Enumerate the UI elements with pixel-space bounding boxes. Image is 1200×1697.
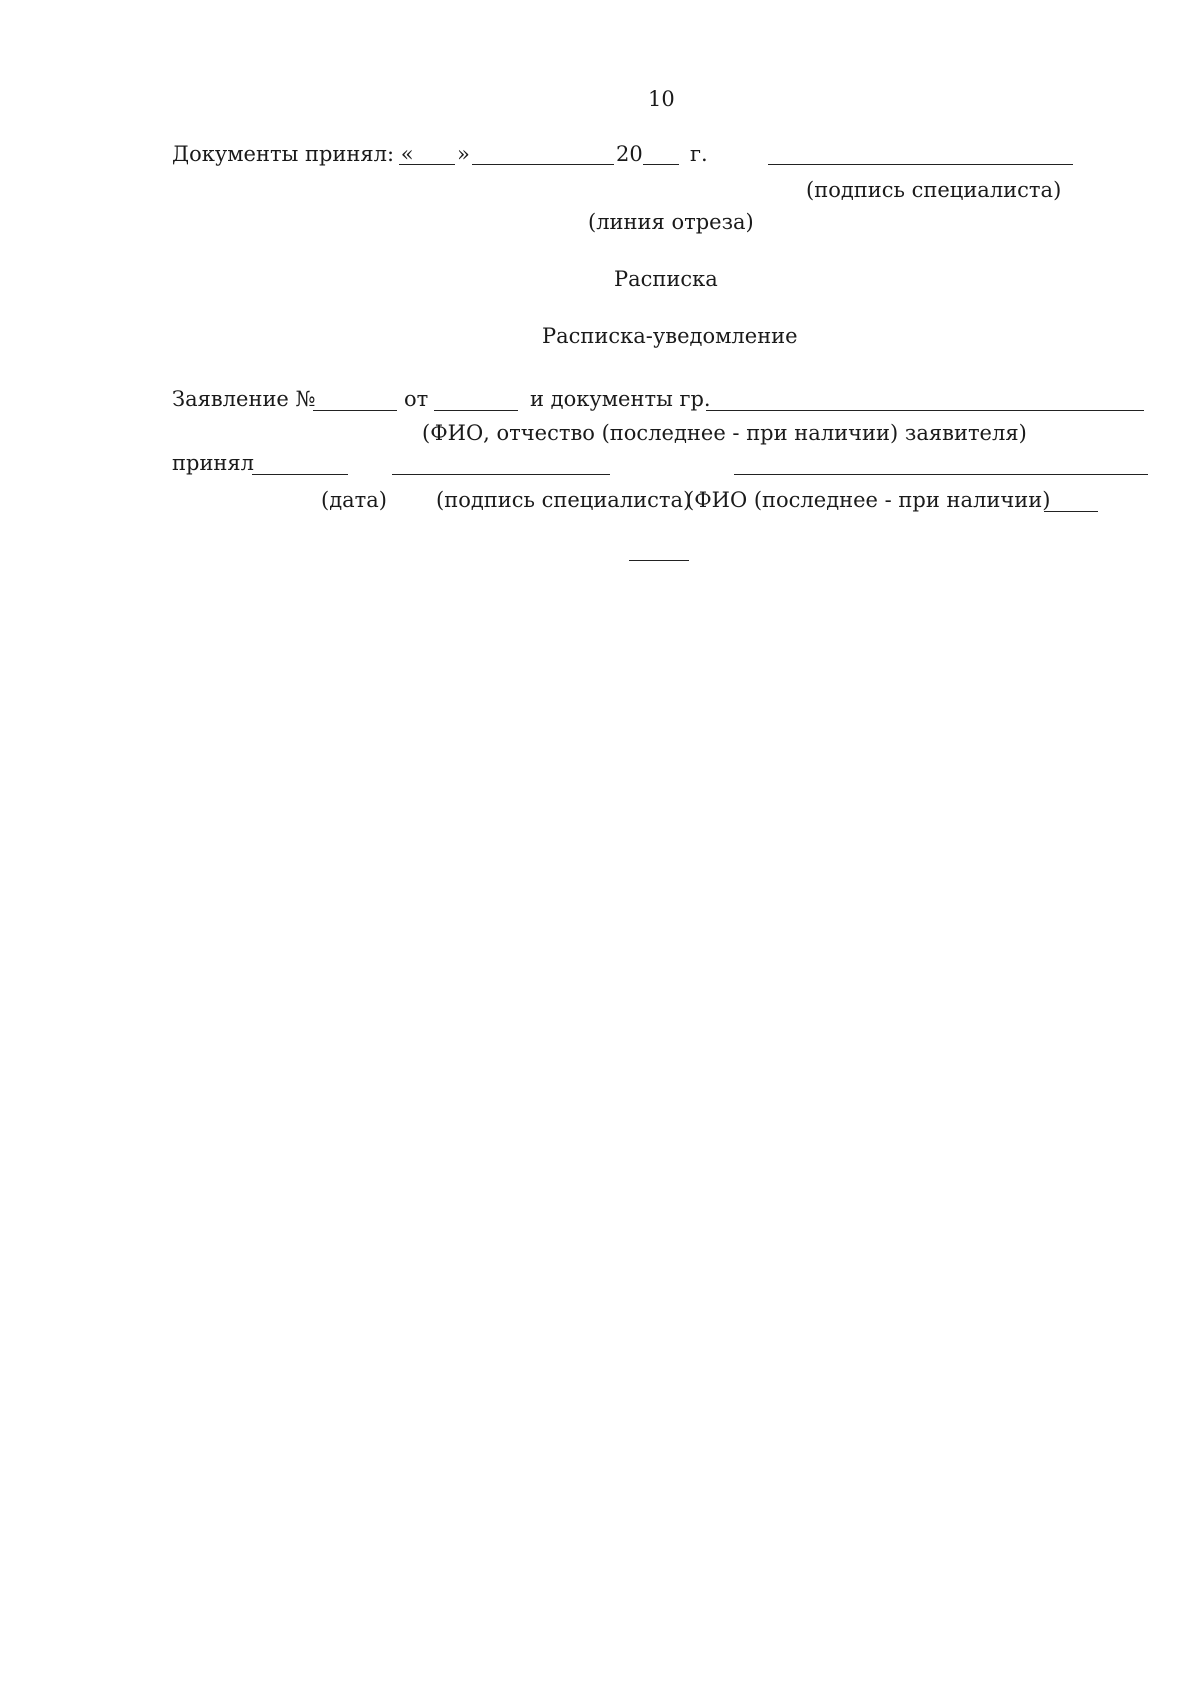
accepted-signature-caption: (подпись специалиста) bbox=[436, 488, 692, 512]
quote-close: » bbox=[457, 142, 470, 166]
accepted-name-line[interactable] bbox=[734, 474, 1148, 475]
year-suffix: г. bbox=[690, 142, 708, 166]
specialist-signature-line[interactable] bbox=[768, 164, 1073, 165]
accepted-signature-line[interactable] bbox=[392, 474, 610, 475]
accepted-date-line[interactable] bbox=[252, 474, 348, 475]
receipt-subtitle: Расписка-уведомление bbox=[542, 324, 798, 348]
application-number-label: Заявление № bbox=[172, 387, 316, 411]
page-number: 10 bbox=[648, 87, 675, 111]
documents-of-citizen-label: и документы гр. bbox=[530, 387, 711, 411]
accepted-name-tail-line bbox=[1044, 511, 1098, 512]
documents-accepted-label: Документы принял: « bbox=[172, 142, 414, 166]
cut-line-label: (линия отреза) bbox=[588, 210, 754, 234]
application-date-line[interactable] bbox=[434, 410, 518, 411]
accepted-date-caption: (дата) bbox=[321, 488, 387, 512]
year-prefix: 20 bbox=[616, 142, 643, 166]
receipt-title: Расписка bbox=[614, 267, 718, 291]
day-field-line[interactable] bbox=[399, 164, 455, 165]
accepted-label: принял bbox=[172, 451, 255, 475]
year-field-line[interactable] bbox=[643, 164, 679, 165]
applicant-name-caption: (ФИО, отчество (последнее - при наличии) заявителя) bbox=[422, 421, 1027, 445]
applicant-name-line[interactable] bbox=[706, 410, 1144, 411]
application-date-label: от bbox=[404, 387, 429, 411]
month-field-line[interactable] bbox=[472, 164, 614, 165]
application-number-line[interactable] bbox=[313, 410, 397, 411]
specialist-signature-caption: (подпись специалиста) bbox=[806, 178, 1062, 202]
end-of-form-rule bbox=[629, 560, 689, 561]
accepted-name-caption: (ФИО (последнее - при наличии) bbox=[686, 488, 1051, 512]
